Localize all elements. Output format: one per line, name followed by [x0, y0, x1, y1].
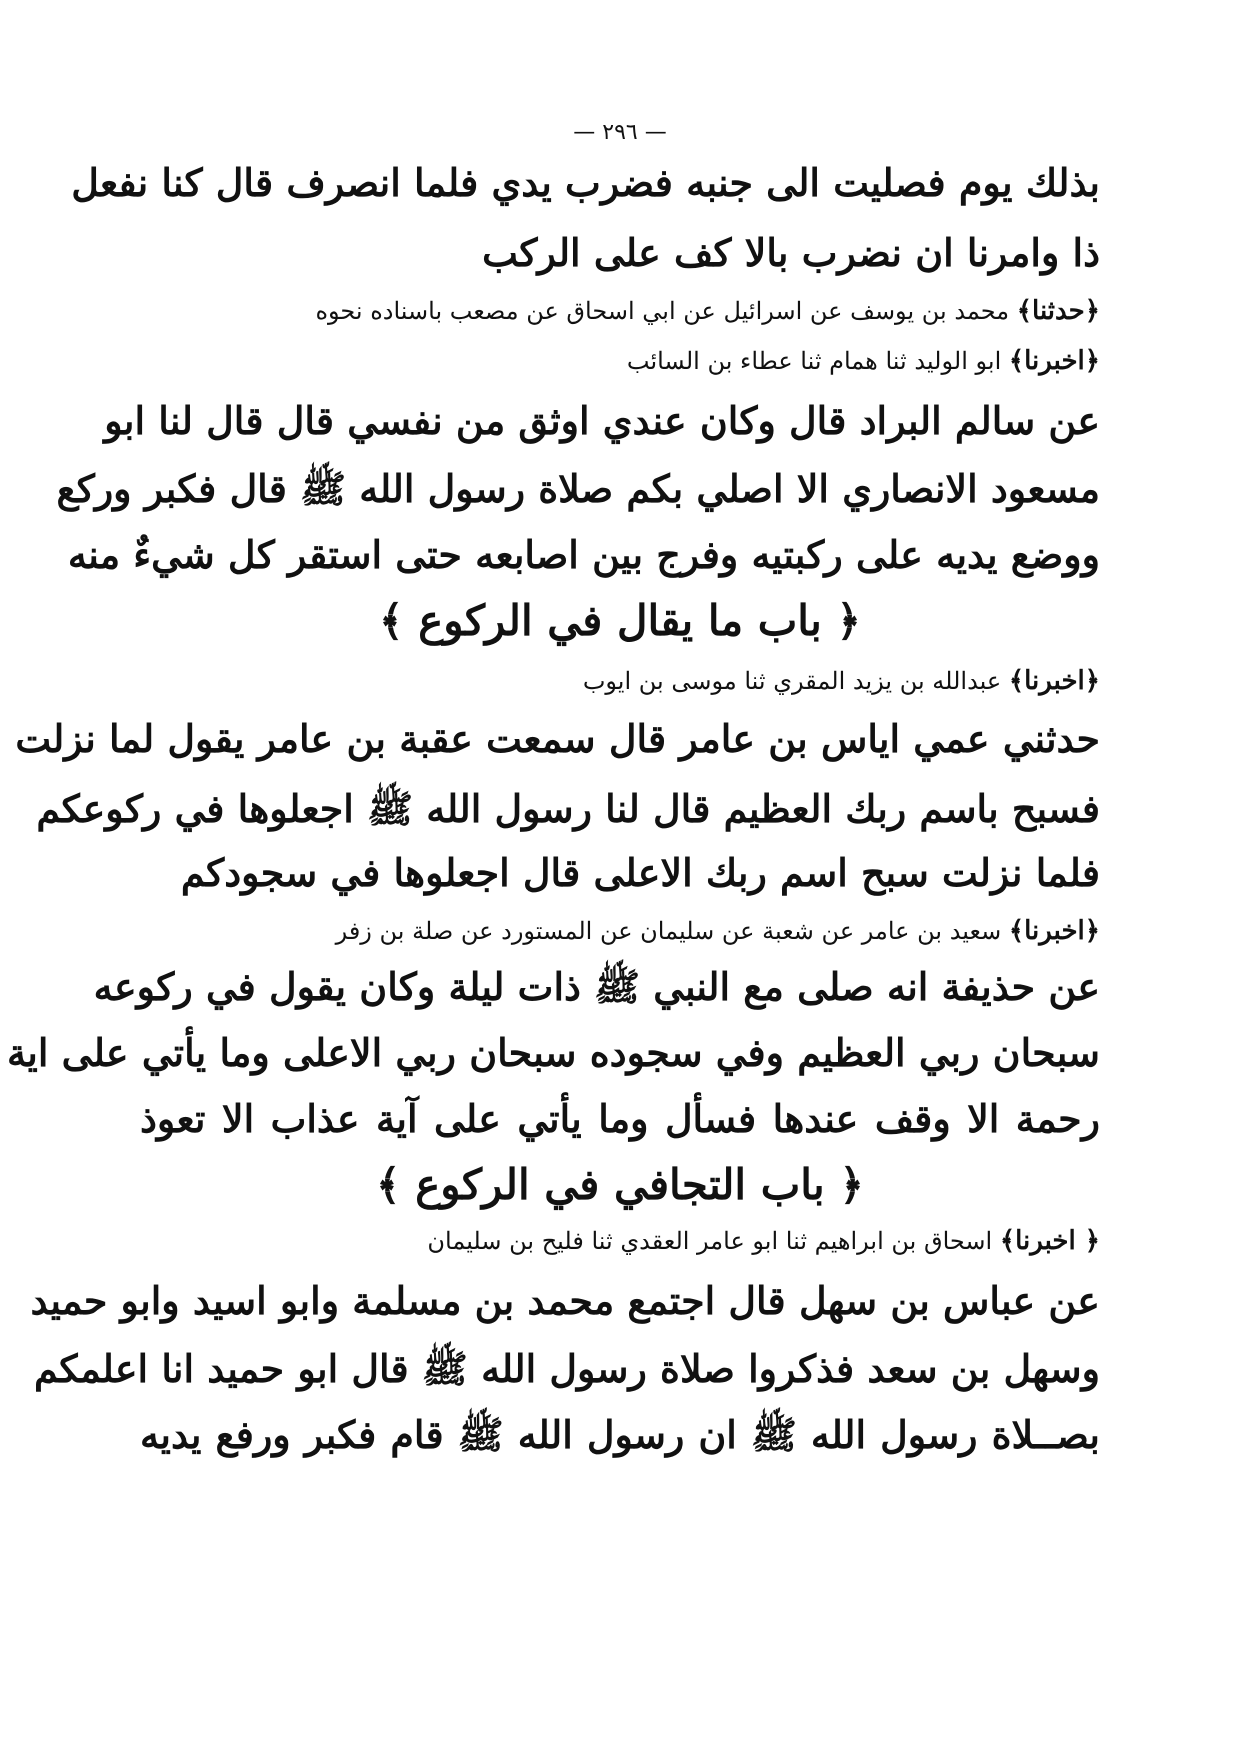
isnad-line — [140, 916, 1100, 947]
text-line: ووضع يديه على ركبتيه وفرج بين اصابعه حتى استقر كل شيءٌ منه — [67, 532, 1100, 577]
text-line: وسهل بن سعد فذكروا صلاة رسول الله ﷺ قال ابو حميد انا اعلمكم — [34, 1346, 1100, 1391]
text-line: ذا وامرنا ان نضرب بالا كف على الركب — [482, 230, 1100, 275]
isnad-tag: ﴿اخبرنا﴾ — [1008, 666, 1100, 696]
section-heading: ﴿ باب التجافي في الركوع ﴾ — [376, 1160, 864, 1209]
text-line: حدثني عمي اياس بن عامر قال سمعت عقبة بن عامر يقول لما نزلت — [15, 716, 1100, 761]
isnad-line — [140, 296, 1100, 327]
isnad-line — [140, 1226, 1100, 1257]
isnad-line — [140, 666, 1100, 697]
text-line: فسبح باسم ربك العظيم قال لنا رسول الله ﷺ اجعلوها في ركوعكم — [36, 786, 1100, 831]
text-line: عن سالم البراد قال وكان عندي اوثق من نفسي قال قال لنا ابو — [104, 398, 1100, 443]
isnad-text: سعيد بن عامر عن شعبة عن سليمان عن المستورد عن صلة بن زفر — [335, 917, 1002, 945]
page-number: — ٢٩٦ — — [573, 120, 667, 145]
isnad-tag: ﴿اخبرنا﴾ — [1008, 916, 1100, 946]
text-line: سبحان ربي العظيم وفي سجوده سبحان ربي الاعلى وما يأتي على اية — [6, 1030, 1100, 1075]
isnad-text: عبدالله بن يزيد المقري ثنا موسى بن ايوب — [582, 667, 1002, 695]
section-heading: ﴿ باب ما يقال في الركوع ﴾ — [379, 596, 861, 645]
text-line: عن عباس بن سهل قال اجتمع محمد بن مسلمة وابو اسيد وابو حميد — [30, 1278, 1100, 1323]
isnad-tag: ﴿ اخبرنا﴾ — [999, 1226, 1100, 1256]
isnad-text: ابو الوليد ثنا همام ثنا عطاء بن السائب — [626, 347, 1002, 375]
text-line: بذلك يوم فصليت الى جنبه فضرب يدي فلما انصرف قال كنا نفعل — [71, 160, 1100, 205]
text-line: عن حذيفة انه صلى مع النبي ﷺ ذات ليلة وكان يقول في ركوعه — [93, 964, 1100, 1009]
isnad-text: اسحاق بن ابراهيم ثنا ابو عامر العقدي ثنا فليح بن سليمان — [427, 1227, 993, 1255]
text-line: مسعود الانصاري الا اصلي بكم صلاة رسول الله ﷺ قال فكبر وركع — [56, 466, 1100, 511]
isnad-tag: ﴿اخبرنا﴾ — [1008, 346, 1100, 376]
text-line: بصــلاة رسول الله ﷺ ان رسول الله ﷺ قام فكبر ورفع يديه — [140, 1412, 1100, 1457]
isnad-line — [140, 346, 1100, 377]
isnad-tag: ﴿حدثنا﴾ — [1016, 296, 1100, 326]
isnad-text: محمد بن يوسف عن اسرائيل عن ابي اسحاق عن مصعب باسناده نحوه — [315, 297, 1010, 325]
text-line: رحمة الا وقف عندها فسأل وما يأتي على آية عذاب الا تعوذ — [140, 1096, 1100, 1141]
text-line: فلما نزلت سبح اسم ربك الاعلى قال اجعلوها في سجودكم — [180, 850, 1100, 895]
